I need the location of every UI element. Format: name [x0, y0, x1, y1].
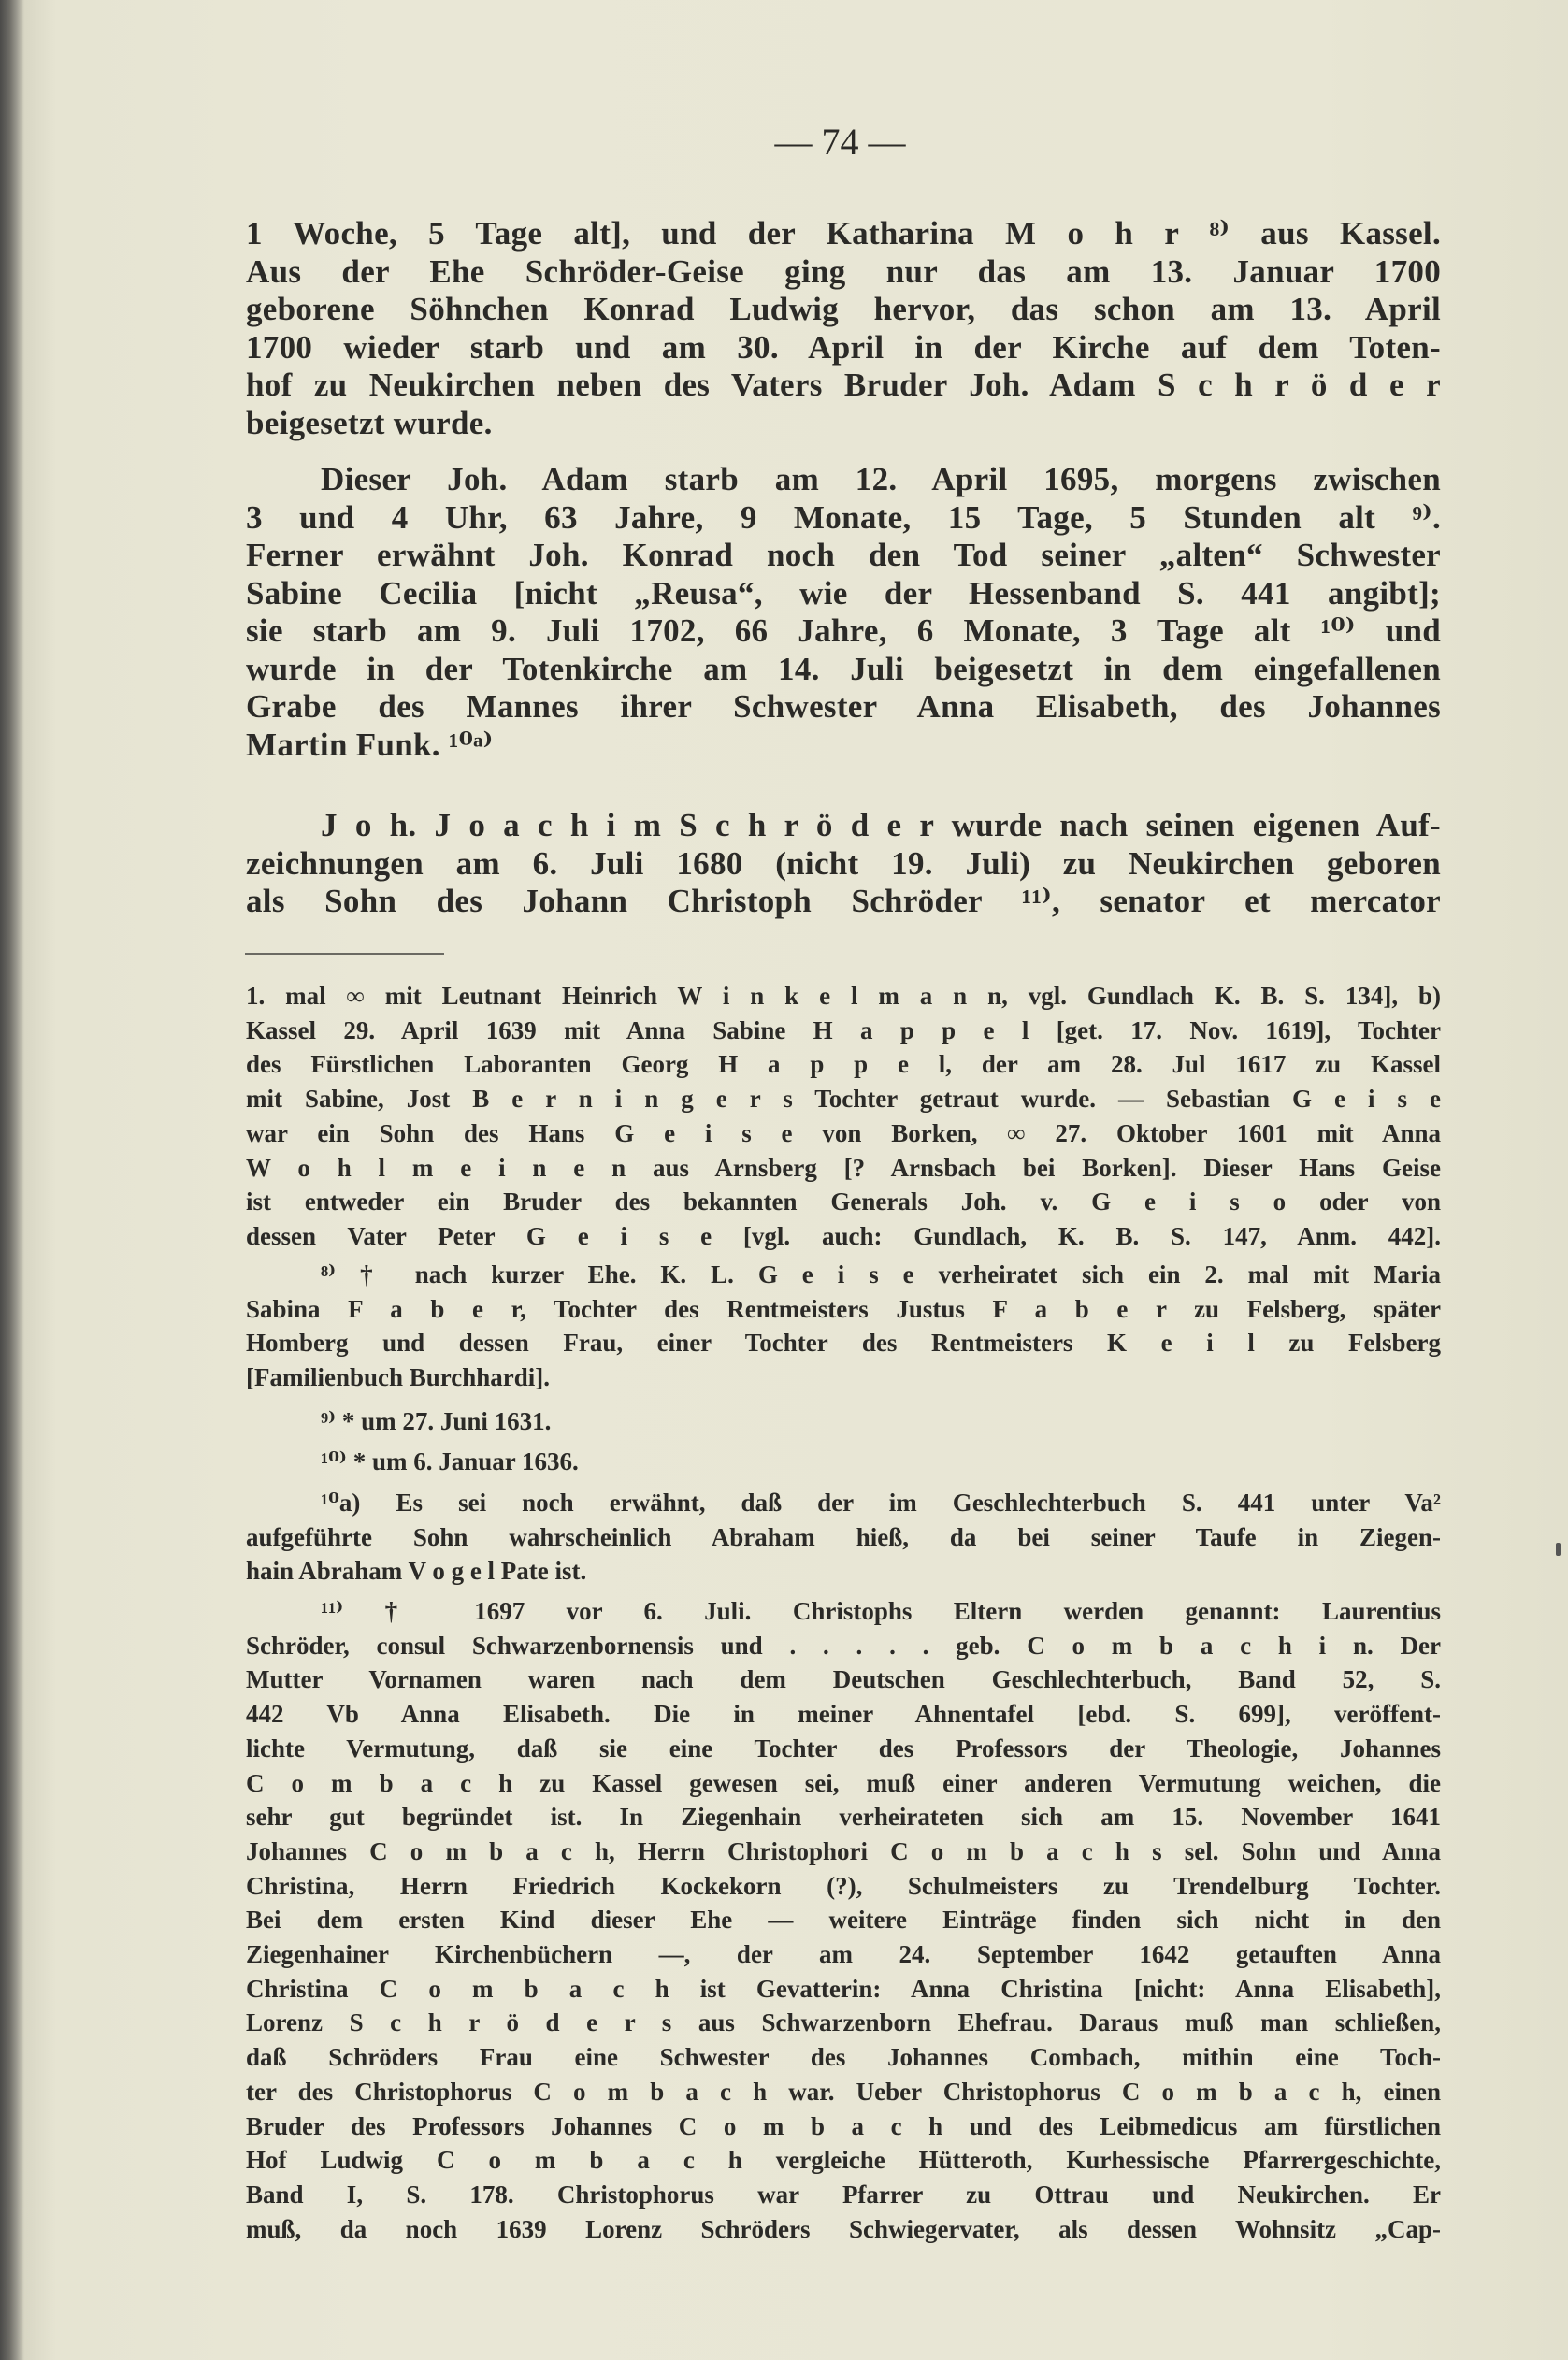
page-edge-mark: [1556, 1543, 1561, 1556]
body-text-line: 1 Woche, 5 Tage alt], und der Katharina M o h r ⁸⁾ aus Kassel.: [246, 215, 1441, 252]
footnote-divider: [245, 953, 444, 955]
footnote-line: Johannes C o m b a c h, Herrn Christophori C o m b a c h s sel. Sohn und Anna: [246, 1836, 1441, 1865]
footnote-line: Kassel 29. April 1639 mit Anna Sabine H a p p e l [get. 17. Nov. 1619], Tochter: [246, 1015, 1441, 1044]
footnote-line: mit Sabine, Jost B e r n i n g e r s Tochter getraut wurde. — Sebastian G e i s e: [246, 1085, 1441, 1114]
footnote-line: Schröder, consul Schwarzenbornensis und . . . . . geb. C o m b a c h i n. Der: [246, 1631, 1441, 1660]
body-text-line: Sabine Cecilia [nicht „Reusa“, wie der Hessenband S. 441 angibt];: [246, 574, 1441, 612]
footnote-line: Bei dem ersten Kind dieser Ehe — weitere Einträge finden sich nicht in den: [246, 1906, 1441, 1935]
footnote-line: ¹¹⁾ † 1697 vor 6. Juli. Christophs Eltern werden genannt: Laurentius: [321, 1597, 1441, 1625]
body-text-line: Grabe des Mannes ihrer Schwester Anna Elisabeth, des Johannes: [246, 688, 1441, 725]
footnote-line: ⁹⁾ * um 27. Juni 1631.: [321, 1407, 552, 1435]
footnote-line: ter des Christophorus C o m b a c h war. Ueber Christophorus C o m b a c h, einen: [246, 2077, 1441, 2106]
footnote-line: 442 Vb Anna Elisabeth. Die in meiner Ahnentafel [ebd. S. 699], veröffent-: [246, 1700, 1441, 1729]
footnote-line: daß Schröders Frau eine Schwester des Johannes Combach, mithin eine Toch-: [246, 2043, 1441, 2072]
body-text-line: Dieser Joh. Adam starb am 12. April 1695, morgens zwischen: [321, 461, 1441, 497]
footnote-line: ¹⁰a) Es sei noch erwähnt, daß der im Geschlechterbuch S. 441 unter Va²: [321, 1489, 1441, 1517]
footnote-line: C o m b a c h zu Kassel gewesen sei, muß einer anderen Vermutung weichen, die: [246, 1768, 1441, 1797]
body-text-line: beigesetzt wurde.: [246, 404, 493, 441]
footnote-line: Sabina F a b e r, Tochter des Rentmeisters Justus F a b e r zu Felsberg, später: [246, 1294, 1441, 1323]
body-text-line: als Sohn des Johann Christoph Schröder ¹¹⁾, senator et mercator: [246, 883, 1441, 919]
footnote-line: Lorenz S c h r ö d e r s aus Schwarzenborn Ehefrau. Daraus muß man schließen,: [246, 2008, 1441, 2037]
body-text-line: Martin Funk. ¹⁰ᵃ⁾: [246, 726, 494, 763]
body-text-line: sie starb am 9. Juli 1702, 66 Jahre, 6 Monate, 3 Tage alt ¹⁰⁾ und: [246, 612, 1441, 649]
body-text-line: zeichnungen am 6. Juli 1680 (nicht 19. Juli) zu Neukirchen geboren: [246, 844, 1441, 882]
footnote-line: muß, da noch 1639 Lorenz Schröders Schwiegervater, als dessen Wohnsitz „Cap-: [246, 2214, 1441, 2243]
footnote-line: Christina, Herrn Friedrich Kockekorn (?), Schulmeisters zu Trendelburg Tochter.: [246, 1871, 1441, 1900]
body-text-line: geborene Söhnchen Konrad Ludwig hervor, das schon am 13. April: [246, 291, 1441, 327]
body-text-line: hof zu Neukirchen neben des Vaters Bruder Joh. Adam S c h r ö d e r: [246, 367, 1441, 403]
footnote-line: aufgeführte Sohn wahrscheinlich Abraham hieß, da bei seiner Taufe in Ziegen-: [246, 1522, 1441, 1551]
footnote-line: Ziegenhainer Kirchenbüchern —, der am 24. September 1642 getauften Anna: [246, 1940, 1441, 1968]
footnote-line: Christina C o m b a c h ist Gevatterin: Anna Christina [nicht: Anna Elisabeth],: [246, 1974, 1441, 2003]
footnote-line: W o h l m e i n e n aus Arnsberg [? Arnsbach bei Borken]. Dieser Hans Geise: [246, 1153, 1441, 1182]
footnote-line: sehr gut begründet ist. In Ziegenhain verheirateten sich am 15. November 1641: [246, 1803, 1441, 1832]
body-text-line: wurde in der Totenkirche am 14. Juli beigesetzt in dem eingefallenen: [246, 650, 1441, 687]
body-text-line: Ferner erwähnt Joh. Konrad noch den Tod seiner „alten“ Schwester: [246, 537, 1441, 573]
footnote-line: Mutter Vornamen waren nach dem Deutschen Geschlechterbuch, Band 52, S.: [246, 1665, 1441, 1694]
page-number: — 74 —: [774, 121, 906, 163]
footnote-line: Hof Ludwig C o m b a c h vergleiche Hütteroth, Kurhessische Pfarrergeschichte,: [246, 2146, 1441, 2175]
footnote-line: war ein Sohn des Hans G e i s e von Borken, ∞ 27. Oktober 1601 mit Anna: [246, 1118, 1441, 1147]
footnote-line: lichte Vermutung, daß sie eine Tochter des Professors der Theologie, Johannes: [246, 1734, 1441, 1763]
body-text-line: J o h. J o a c h i m S c h r ö d e r wurde nach seinen eigenen Auf-: [321, 807, 1441, 843]
footnote-line: des Fürstlichen Laboranten Georg H a p p e l, der am 28. Jul 1617 zu Kassel: [246, 1050, 1441, 1079]
footnote-line: Homberg und dessen Frau, einer Tochter des Rentmeisters K e i l zu Felsberg: [246, 1329, 1441, 1358]
footnote-line: Band I, S. 178. Christophorus war Pfarrer zu Ottrau und Neukirchen. Er: [246, 2180, 1441, 2209]
footnote-line: dessen Vater Peter G e i s e [vgl. auch: Gundlach, K. B. S. 147, Anm. 442].: [246, 1221, 1441, 1250]
footnote-line: ⁸⁾ † nach kurzer Ehe. K. L. G e i s e verheiratet sich ein 2. mal mit Maria: [321, 1260, 1441, 1288]
footnote-line: 1. mal ∞ mit Leutnant Heinrich W i n k e l m a n n, vgl. Gundlach K. B. S. 134], b): [246, 982, 1441, 1010]
footnote-line: Bruder des Professors Johannes C o m b a c h und des Leibmedicus am fürstlichen: [246, 2111, 1441, 2140]
body-text-line: 1700 wieder starb und am 30. April in der Kirche auf dem Toten-: [246, 328, 1441, 366]
footnote-line: [Familienbuch Burchhardi].: [246, 1363, 551, 1392]
footnote-line: ¹⁰⁾ * um 6. Januar 1636.: [321, 1447, 579, 1475]
footnote-line: hain Abraham V o g e l Pate ist.: [246, 1557, 587, 1586]
body-text-line: 3 und 4 Uhr, 63 Jahre, 9 Monate, 15 Tage, 5 Stunden alt ⁹⁾.: [246, 498, 1441, 536]
body-text-line: Aus der Ehe Schröder-Geise ging nur das am 13. Januar 1700: [246, 252, 1441, 290]
footnote-line: ist entweder ein Bruder des bekannten Generals Joh. v. G e i s o oder von: [246, 1187, 1441, 1216]
